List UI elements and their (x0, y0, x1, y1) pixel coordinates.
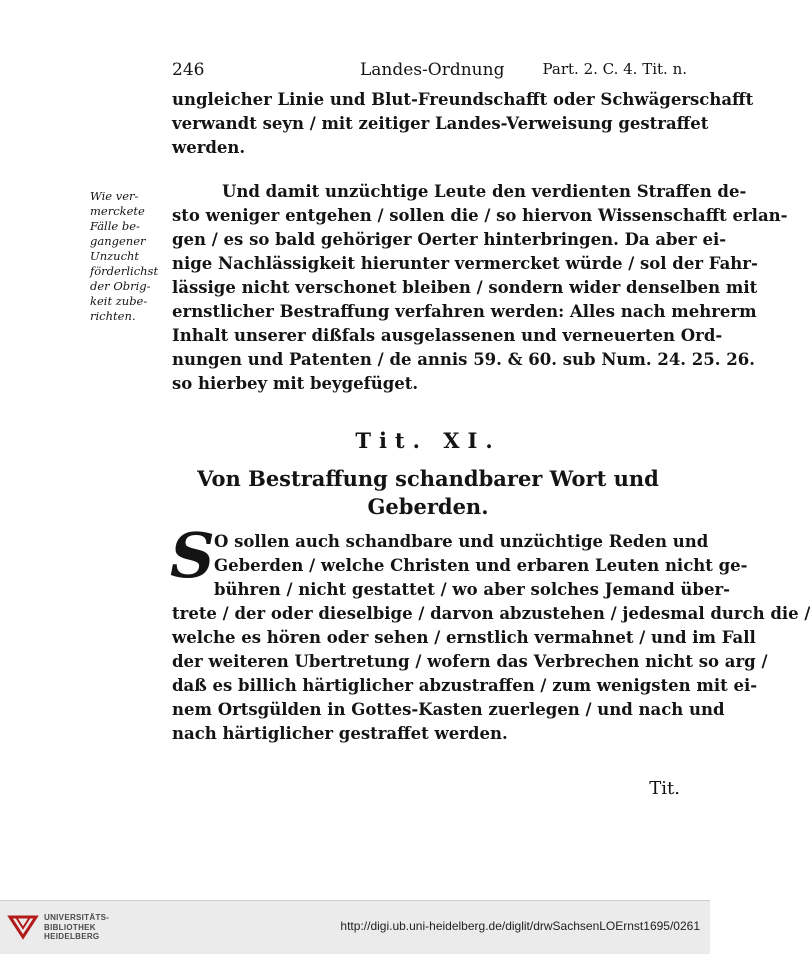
text-line: nungen und Patenten / de annis 59. & 60. sub Num. 24. 25. 26. (172, 350, 755, 369)
library-name (44, 913, 109, 942)
text-line: nach härtiglicher gestraffet werden. (172, 724, 508, 743)
margin-note-line: merckete (90, 204, 145, 218)
margin-note-line: Wie ver- (90, 189, 139, 203)
permalink-url[interactable]: http://digi.ub.uni-heidelberg.de/diglit/drwSachsenLOErnst1695/0261 (340, 919, 700, 933)
text-line: Geberden / welche Christen und erbaren Leuten nicht ge- (214, 556, 748, 575)
section-title: Von Bestraffung schandbarer Wort und (197, 466, 659, 491)
text-line: daß es billich härtiglicher abzustraffen / zum wenigsten mit ei- (172, 676, 758, 695)
text-line: nem Ortsgülden in Gottes-Kasten zuerlegen / und nach und (172, 700, 725, 719)
margin-note-line: förderlichst (90, 264, 159, 278)
library-name-line: UNIVERSITÄTS- (44, 913, 110, 922)
library-name-line: HEIDELBERG (44, 932, 100, 941)
text-line: der weiteren Ubertretung / wofern das Verbrechen nicht so arg / (172, 652, 768, 671)
catchword: Tit. (649, 778, 680, 799)
margin-note (90, 189, 159, 324)
library-name-line: BIBLIOTHEK (44, 922, 96, 932)
text-line: Und damit unzüchtige Leute den verdienten Straffen de- (222, 182, 747, 201)
text-line: so hierbey mit beygefüget. (172, 374, 419, 393)
drop-cap: S (170, 519, 215, 592)
margin-note-line: der Obrig- (90, 279, 151, 293)
margin-note-line: gangener (90, 234, 146, 248)
margin-note-line: Fälle be- (90, 219, 140, 233)
paragraph-section-start (214, 530, 748, 578)
text-line: nige Nachlässigkeit hierunter vermercket würde / sol der Fahr- (172, 254, 758, 273)
margin-note-line: Unzucht (90, 249, 140, 263)
text-line: welche es hören oder sehen / ernstlich vermahnet / und im Fall (172, 628, 756, 647)
section-title-continued: Geberden. (367, 494, 489, 519)
paragraph-section-body (172, 578, 810, 746)
text-line: verwandt seyn / mit zeitiger Landes-Verweisung gestraffet (172, 114, 709, 133)
paragraph-continued (172, 88, 754, 160)
text-line: Inhalt unserer dißfals ausgelassenen und verneuerten Ord- (172, 326, 723, 345)
text-line: O sollen auch schandbare und unzüchtige Reden und (214, 532, 709, 551)
text-line: ungleicher Linie und Blut-Freundschafft oder Schwägerschafft (172, 90, 754, 109)
text-line: werden. (172, 138, 246, 157)
running-title: Landes-Ordnung (360, 60, 505, 80)
page-number: 246 (172, 60, 205, 80)
margin-note-line: richten. (90, 309, 136, 323)
section-reference: Part. 2. C. 4. Tit. n. (542, 60, 687, 78)
text-line: trete / der oder dieselbige / darvon abzustehen / jedesmal durch die / (172, 604, 810, 623)
text-line: lässige nicht verschonet bleiben / sondern wider denselben mit (172, 278, 758, 297)
paragraph-main (172, 180, 788, 396)
text-line: sto weniger entgehen / sollen die / so hiervon Wissenschafft erlan- (172, 206, 788, 225)
text-line: bühren / nicht gestattet / wo aber solches Jemand über- (214, 580, 730, 599)
university-library-logo-icon (8, 911, 38, 941)
margin-note-line: keit zube- (90, 294, 148, 308)
text-line: gen / es so bald gehöriger Oerter hinterbringen. Da aber ei- (172, 230, 727, 249)
section-number: Tit. XI. (355, 428, 501, 453)
library-footer (0, 900, 710, 954)
page-header (172, 60, 687, 84)
text-line: ernstlicher Bestraffung verfahren werden: Alles nach mehrerm (172, 302, 757, 321)
